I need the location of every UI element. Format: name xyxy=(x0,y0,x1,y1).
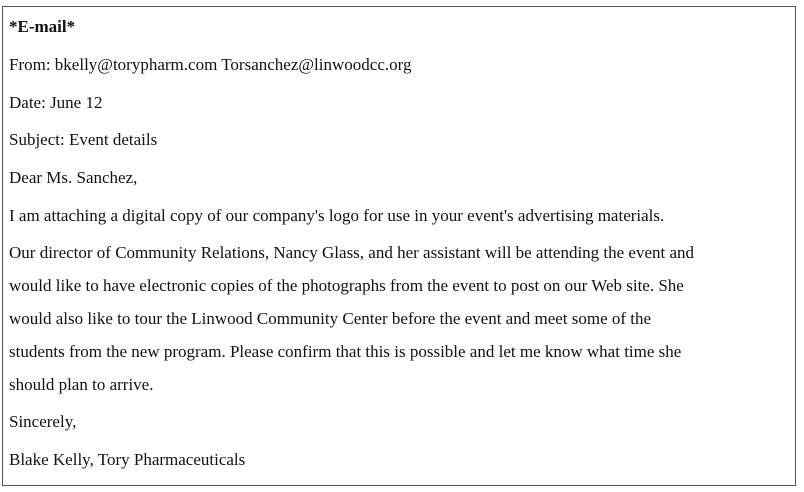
email-document xyxy=(2,6,796,486)
paragraph-line: Our director of Community Relations, Nancy Glass, and her assistant will be attending the event and xyxy=(9,243,695,262)
signature: Blake Kelly, Tory Pharmaceuticals xyxy=(9,450,246,469)
greeting: Dear Ms. Sanchez, xyxy=(9,168,138,187)
paragraph-logo: I am attaching a digital copy of our company's logo for use in your event's advertising materials. xyxy=(9,206,665,225)
subject-line: Subject: Event details xyxy=(9,130,158,149)
paragraph-line: would like to have electronic copies of the photographs from the event to post on our Web site. She xyxy=(9,276,684,295)
email-heading: *E-mail* xyxy=(9,17,76,36)
paragraph-line: students from the new program. Please confirm that this is possible and let me know what time she xyxy=(9,342,682,361)
date-line: Date: June 12 xyxy=(9,93,103,112)
from-line: From: bkelly@torypharm.com Torsanchez@linwoodcc.org xyxy=(9,55,412,74)
paragraph-line: should plan to arrive. xyxy=(9,375,154,394)
closing: Sincerely, xyxy=(9,412,77,431)
paragraph-line: would also like to tour the Linwood Community Center before the event and meet some of the xyxy=(9,309,652,328)
